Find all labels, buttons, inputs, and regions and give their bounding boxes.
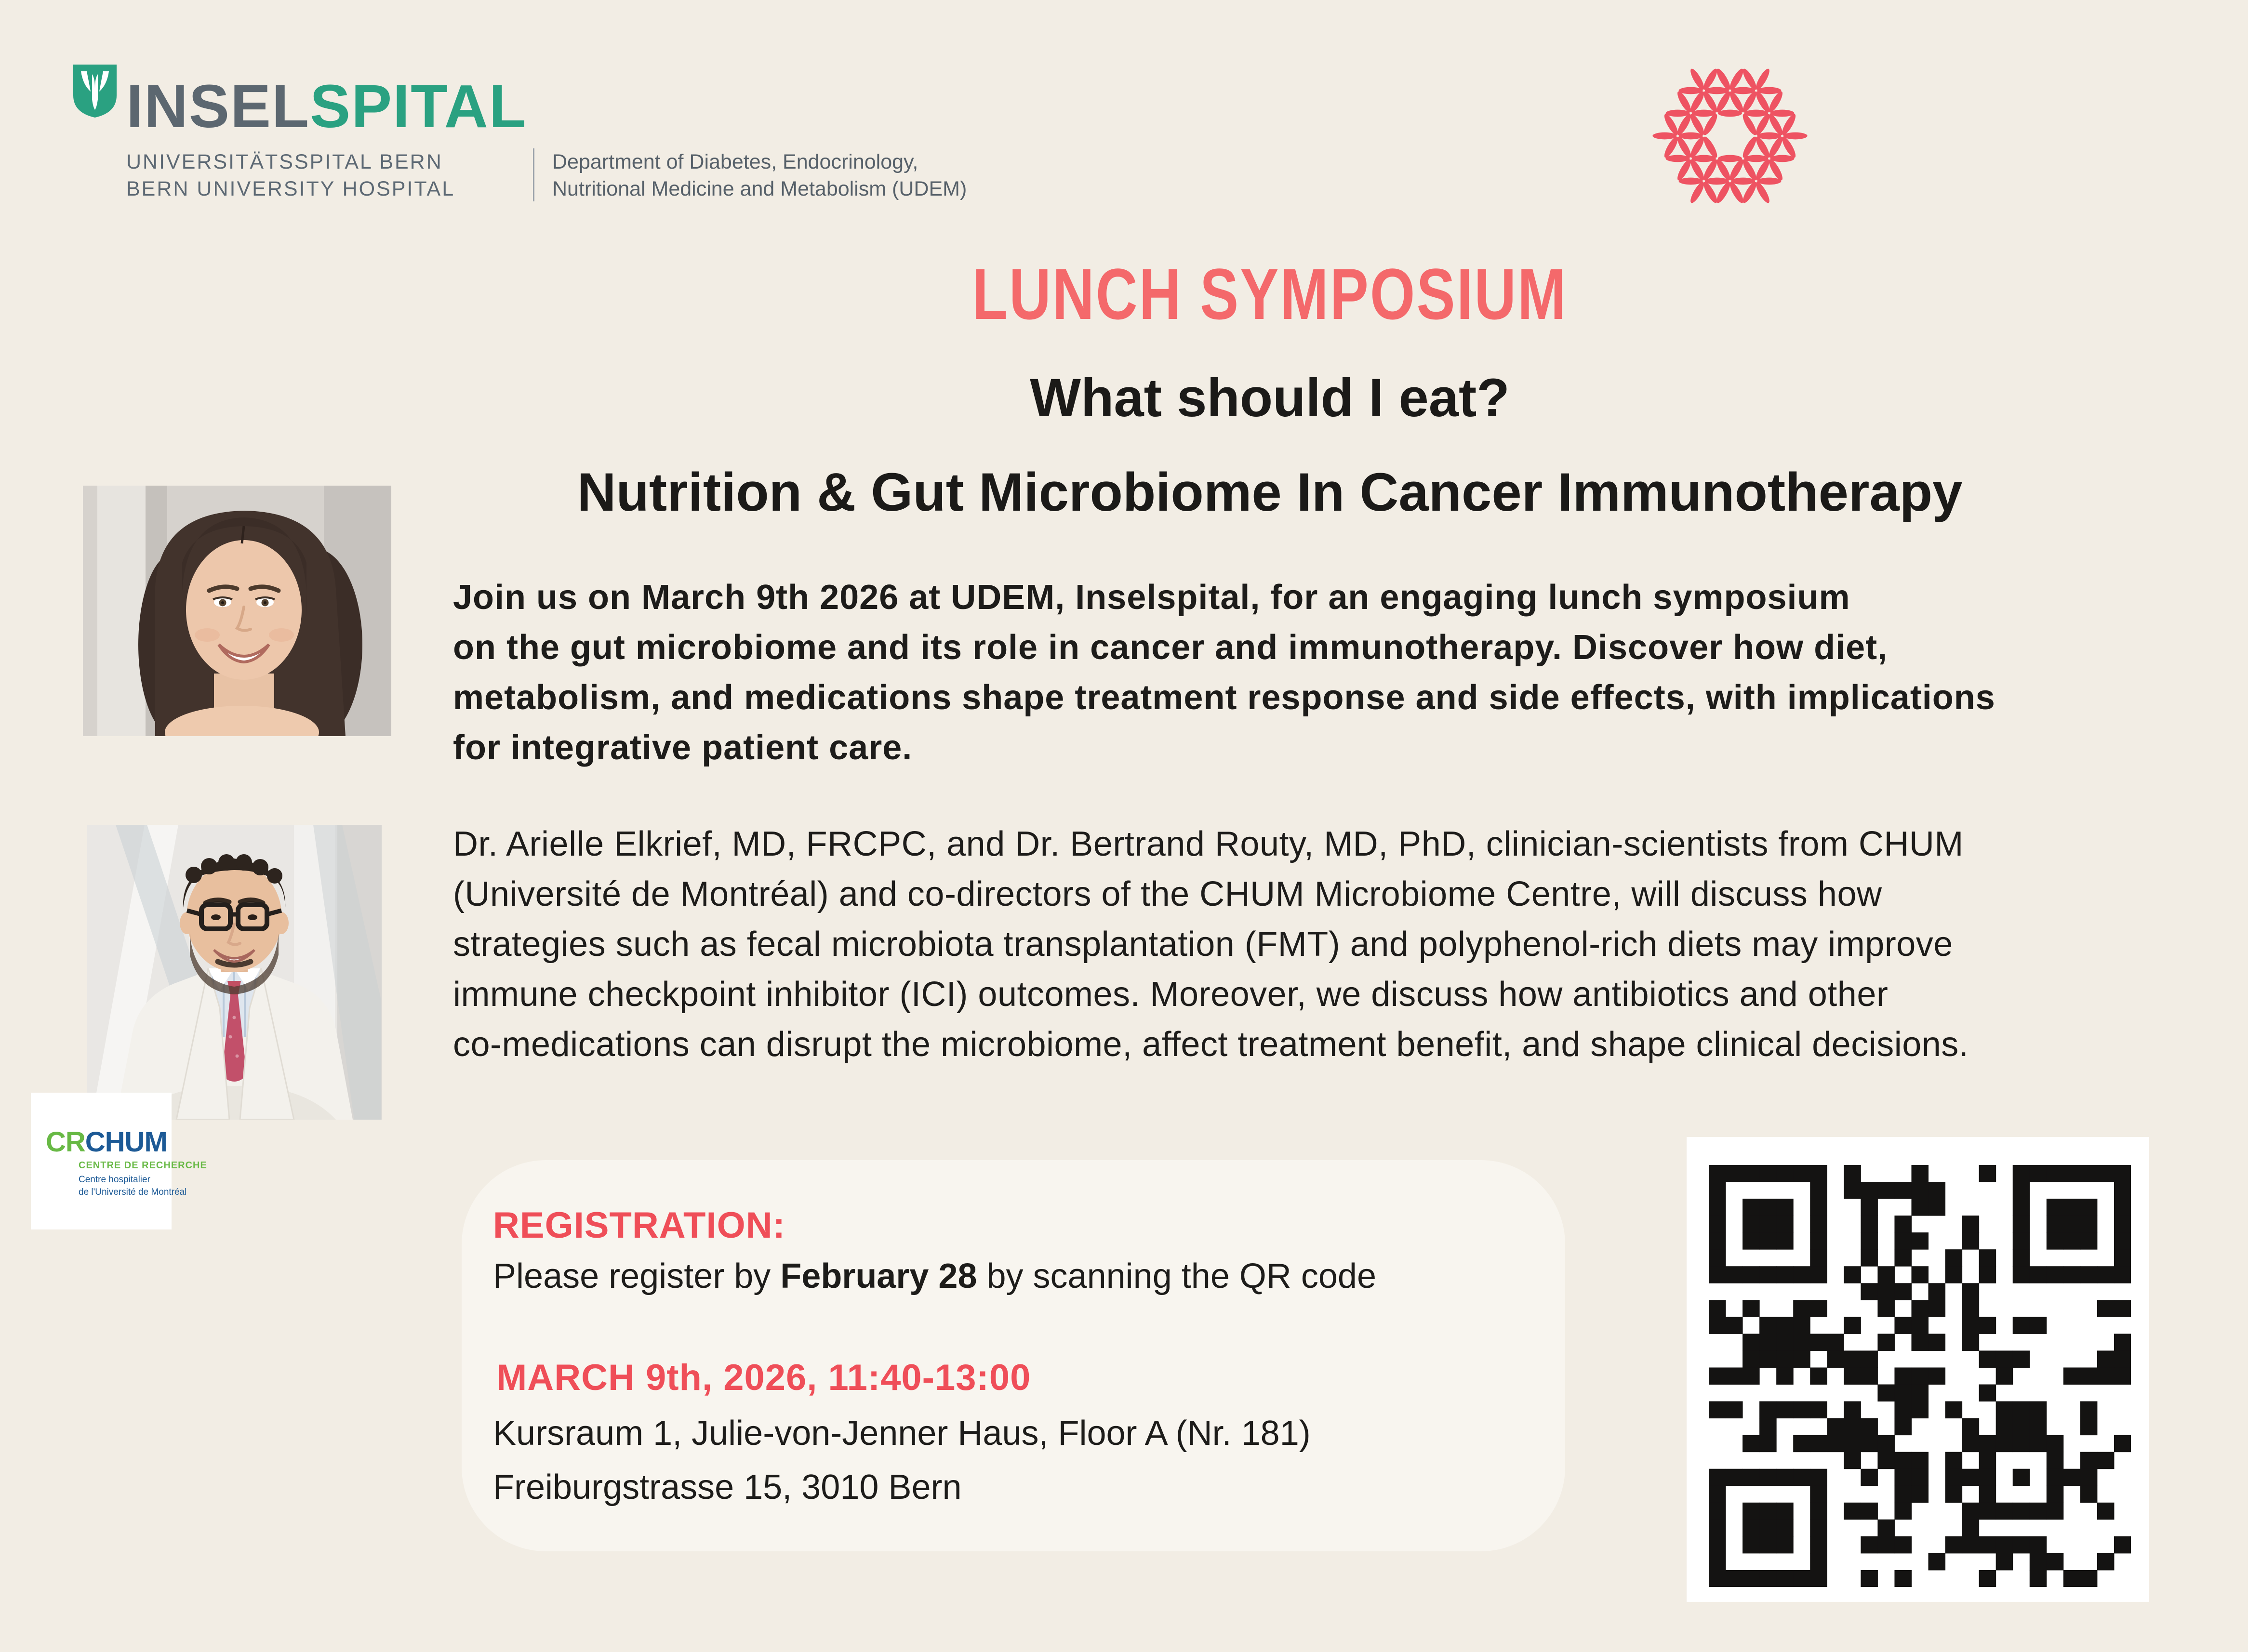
speakers-line: immune checkpoint inhibitor (ICI) outcomes. Moreover, we discuss how antibiotics and other	[453, 975, 1889, 1014]
wordmark-spital: SPITAL	[310, 72, 527, 140]
event-location-room: Kursraum 1, Julie-von-Jenner Haus, Floor A (Nr. 181)	[493, 1414, 1311, 1453]
event-location-address: Freiburgstrasse 15, 3010 Bern	[493, 1468, 962, 1507]
seerave-flower-icon	[1650, 64, 1809, 208]
department-line2: Nutritional Medicine and Metabolism (UDEM)	[552, 177, 967, 200]
intro-line: on the gut microbiome and its role in cancer and immunotherapy. Discover how diet,	[453, 628, 1888, 667]
intro-line: metabolism, and medications shape treatment response and side effects, with implications	[453, 678, 1995, 717]
crchum-cr: CR	[46, 1126, 85, 1158]
speakers-line: Dr. Arielle Elkrief, MD, FRCPC, and Dr. Bertrand Routy, MD, PhD, clinician-scientists from CHUM	[453, 825, 1964, 863]
speakers-line: strategies such as fecal microbiota transplantation (FMT) and polyphenol-rich diets may improve	[453, 925, 1953, 964]
inselspital-logo	[0, 0, 1060, 222]
event-title	[463, 351, 2077, 540]
registration-instruction-suffix: by scanning the QR code	[977, 1257, 1376, 1295]
speakers-paragraph	[453, 819, 1969, 1070]
inselspital-subline-de: UNIVERSITÄTSSPITAL BERN	[126, 150, 443, 173]
qr-code	[1709, 1165, 2131, 1587]
intro-paragraph	[453, 572, 1995, 773]
speaker-photo-elkrief	[83, 486, 391, 736]
event-title-line2: Nutrition & Gut Microbiome In Cancer Immunotherapy	[577, 462, 1963, 522]
intro-line: for integrative patient care.	[453, 728, 913, 767]
event-datetime: MARCH 9th, 2026, 11:40-13:00	[496, 1357, 1031, 1398]
seerave-logo	[1638, 48, 2248, 241]
registration-heading: REGISTRATION:	[493, 1205, 785, 1246]
department-line1: Department of Diabetes, Endocrinology,	[552, 150, 918, 173]
crchum-subline2: de l'Université de Montréal	[79, 1187, 187, 1197]
speaker-photo-routy	[87, 825, 382, 1120]
inselspital-tulip-icon	[72, 64, 118, 119]
header-divider	[533, 148, 534, 201]
speakers-line: co-medications can disrupt the microbiome, affect treatment benefit, and shape clinical decisions.	[453, 1025, 1969, 1064]
crchum-subtitle: CENTRE DE RECHERCHE	[79, 1160, 207, 1171]
event-title-line1: What should I eat?	[1030, 368, 1510, 428]
wordmark-insel: INSEL	[126, 72, 310, 140]
crchum-chum: CHUM	[85, 1126, 167, 1158]
crchum-wordmark	[46, 1128, 167, 1156]
inselspital-wordmark	[126, 72, 527, 140]
registration-card	[462, 1160, 1565, 1551]
registration-deadline: February 28	[780, 1257, 977, 1295]
intro-line: Join us on March 9th 2026 at UDEM, Inselspital, for an engaging lunch symposium	[453, 578, 1850, 617]
crchum-logo-card	[31, 1093, 207, 1229]
inselspital-subline-en: BERN UNIVERSITY HOSPITAL	[126, 177, 455, 200]
speakers-line: (Université de Montréal) and co-directors of the CHUM Microbiome Centre, will discuss how	[453, 875, 1882, 913]
registration-qr-panel	[1687, 1137, 2149, 1602]
crchum-subline1: Centre hospitalier	[79, 1175, 150, 1185]
event-kicker: LUNCH SYMPOSIUM	[972, 253, 1568, 334]
registration-instruction-prefix: Please register by	[493, 1257, 781, 1295]
registration-instruction	[493, 1256, 1376, 1296]
